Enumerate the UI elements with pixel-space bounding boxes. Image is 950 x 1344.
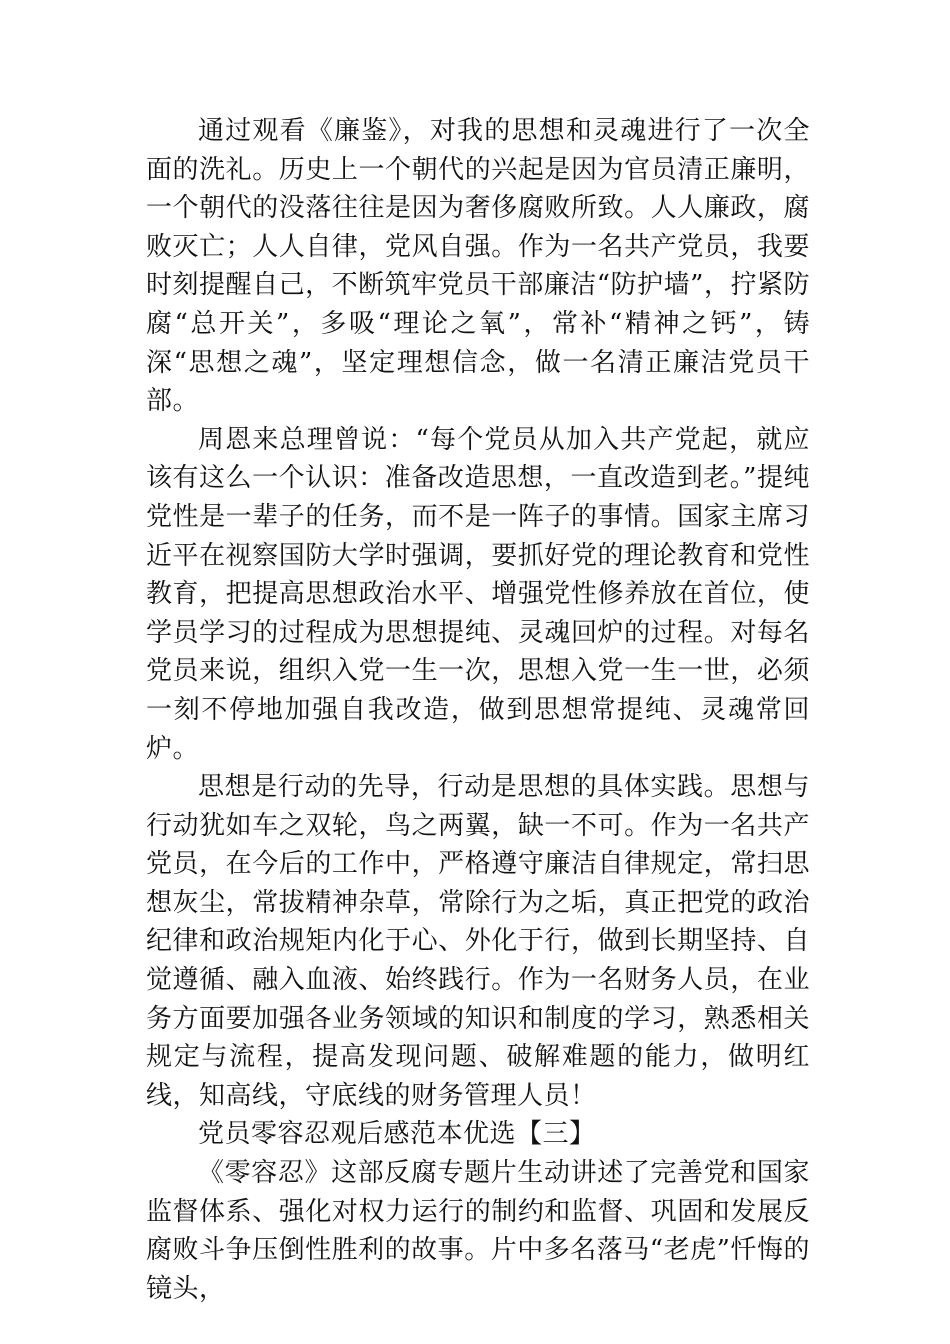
paragraph-4: 《零容忍》这部反腐专题片生动讲述了完善党和国家监督体系、强化对权力运行的制约和监督、巩固和发展反腐败斗争压倒性胜利的故事。片中多名落马“老虎”忏悔的镜头， [146, 1158, 810, 1304]
section-heading: 党员零容忍观后感范本优选【三】 [198, 1119, 596, 1150]
document-page [146, 112, 810, 1308]
paragraph-3: 思想是行动的先导，行动是思想的具体实践。思想与行动犹如车之双轮，鸟之两翼，缺一不可。作为一名共产党员，在今后的工作中，严格遵守廉洁自律规定，常扫思想灰尘，常拔精神杂草，常除行为之垢，真正把党的政治纪律和政治规矩内化于心、外化于行，做到长期坚持、自觉遵循、融入血液、始终践行。作为一名财务人员，在业务方面要加强各业务领域的知识和制度的学习，熟悉相关规定与流程，提高发现问题、破解难题的能力，做明红线，知高线，守底线的财务管理人员！ [146, 772, 810, 1111]
paragraph-1: 通过观看《廉鉴》，对我的思想和灵魂进行了一次全面的洗礼。历史上一个朝代的兴起是因为官员清正廉明，一个朝代的没落往往是因为奢侈腐败所致。人人廉政，腐败灭亡；人人自律，党风自强。作为一名共产党员，我要时刻提醒自己，不断筑牢党员干部廉洁“防护墙”，拧紧防腐“总开关”，多吸“理论之氧”，常补“精神之钙”，铸深“思想之魂”，坚定理想信念，做一名清正廉洁党员干部。 [146, 116, 810, 417]
paragraph-2: 周恩来总理曾说：“每个党员从加入共产党起，就应该有这么一个认识：准备改造思想，一直改造到老。”提纯党性是一辈子的任务，而不是一阵子的事情。国家主席习近平在视察国防大学时强调，要抓好党的理论教育和党性教育，把提高思想政治水平、增强党性修养放在首位，使学员学习的过程成为思想提纯、灵魂回炉的过程。对每名党员来说，组织入党一生一次，思想入党一生一世，必须一刻不停地加强自我改造，做到思想常提纯、灵魂常回炉。 [146, 424, 810, 764]
